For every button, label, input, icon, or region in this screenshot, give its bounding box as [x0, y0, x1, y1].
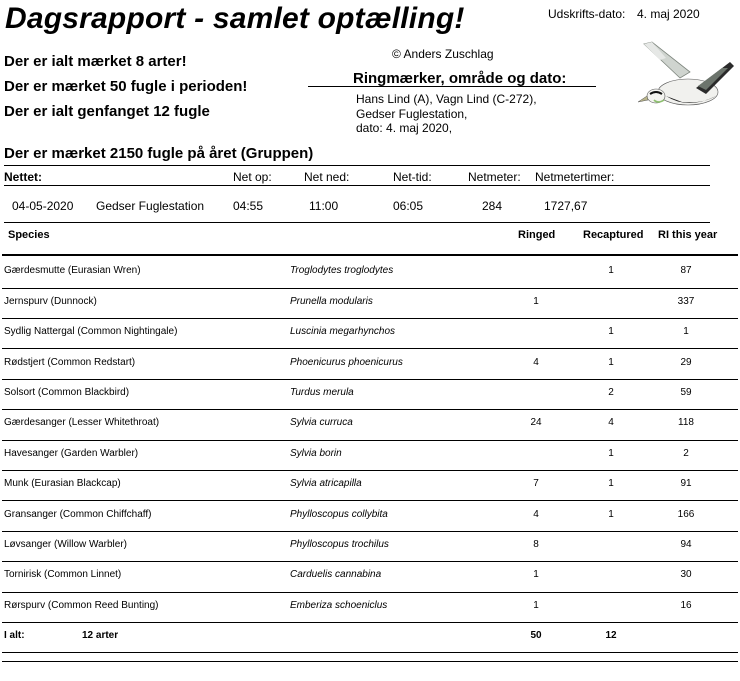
ringer-date: dato: 4. maj 2020,: [356, 121, 453, 135]
row-latin-name: Troglodytes troglodytes: [290, 265, 394, 276]
row-species-name: Rødstjert (Common Redstart): [4, 357, 136, 368]
row-ri-year: 94: [680, 539, 692, 550]
net-meter-hours-label: Netmetertimer:: [535, 170, 615, 184]
row-species-name: Gærdesmutte (Eurasian Wren): [4, 265, 141, 276]
net-date: 04-05-2020: [12, 199, 74, 213]
copyright: © Anders Zuschlag: [392, 47, 494, 61]
row-ringed: 4: [533, 357, 539, 368]
row-ringed: 4: [533, 509, 539, 520]
row-species-name: Havesanger (Garden Warbler): [4, 448, 139, 459]
row-ringed: 1: [533, 600, 539, 611]
net-up-label: Net op:: [233, 170, 272, 184]
print-date-value: 4. maj 2020: [637, 7, 700, 21]
row-divider: [2, 318, 738, 319]
row-ringed: 24: [530, 417, 542, 428]
row-ringed: 1: [533, 569, 539, 580]
totals-divider: [2, 652, 738, 653]
net-meter-hours-value: 1727,67: [544, 199, 588, 213]
row-recaptured: 1: [608, 265, 614, 276]
row-species-name: Solsort (Common Blackbird): [4, 387, 130, 398]
footer-divider: [2, 661, 738, 662]
row-species-name: Munk (Eurasian Blackcap): [4, 478, 121, 489]
summary-recaptured: Der er ialt genfanget 12 fugle: [4, 103, 210, 120]
row-ringed: 1: [533, 296, 539, 307]
row-latin-name: Phoenicurus phoenicurus: [290, 357, 403, 368]
total-recaptured: 12: [605, 630, 617, 641]
col-ri-year: RI this year: [658, 229, 718, 241]
net-down-value: 11:00: [309, 199, 339, 213]
ringer-names: Hans Lind (A), Vagn Lind (C-272),: [356, 92, 537, 106]
divider-top: [4, 165, 710, 166]
row-recaptured: 1: [608, 509, 614, 520]
row-divider: [2, 561, 738, 562]
ringer-heading: Ringmærker, område og dato:: [353, 70, 567, 87]
table-header-divider: [2, 254, 738, 256]
summary-species-count: Der er ialt mærket 8 arter!: [4, 53, 187, 70]
summary-birds-ringed: Der er mærket 50 fugle i perioden!: [4, 78, 248, 95]
row-ri-year: 16: [680, 600, 692, 611]
ringer-place: Gedser Fuglestation,: [356, 107, 468, 121]
row-species-name: Jernspurv (Dunnock): [4, 296, 97, 307]
net-bottom-divider: [4, 222, 710, 223]
net-header-divider: [4, 185, 710, 186]
row-ri-year: 29: [680, 357, 692, 368]
total-species: 12 arter: [82, 630, 119, 641]
row-species-name: Tornirisk (Common Linnet): [4, 569, 122, 580]
col-species: Species: [8, 229, 50, 241]
row-latin-name: Sylvia borin: [290, 448, 342, 459]
report-title: Dagsrapport - samlet optælling!: [5, 2, 465, 35]
row-recaptured: 1: [608, 326, 614, 337]
print-date-label: Udskrifts-dato:: [548, 7, 626, 21]
net-label: Nettet:: [4, 170, 42, 184]
row-recaptured: 1: [608, 448, 614, 459]
row-divider: [2, 348, 738, 349]
net-time-value: 06:05: [393, 199, 424, 213]
net-meter-label: Netmeter:: [468, 170, 521, 184]
row-recaptured: 2: [608, 387, 614, 398]
row-recaptured: 1: [608, 357, 614, 368]
ringer-divider: [308, 86, 596, 87]
row-divider: [2, 470, 738, 471]
net-up-value: 04:55: [233, 199, 264, 213]
total-label: I alt:: [4, 630, 25, 641]
row-species-name: Sydlig Nattergal (Common Nightingale): [4, 326, 178, 337]
net-station: Gedser Fuglestation: [96, 199, 205, 213]
row-latin-name: Luscinia megarhynchos: [290, 326, 396, 337]
row-latin-name: Carduelis cannabina: [290, 569, 382, 580]
col-recaptured: Recaptured: [583, 229, 644, 241]
summary-year-total: Der er mærket 2150 fugle på året (Gruppen): [4, 145, 314, 162]
row-latin-name: Turdus merula: [290, 387, 354, 398]
row-ri-year: 118: [678, 417, 694, 428]
row-divider: [2, 288, 738, 289]
row-ri-year: 59: [680, 387, 692, 398]
net-down-label: Net ned:: [304, 170, 350, 184]
total-ringed: 50: [530, 630, 542, 641]
row-species-name: Rørspurv (Common Reed Bunting): [4, 600, 159, 611]
eider-duck-icon: [636, 38, 736, 112]
row-latin-name: Emberiza schoeniclus: [290, 600, 388, 611]
row-ri-year: 1: [683, 326, 689, 337]
net-meter-value: 284: [482, 199, 503, 213]
row-divider: [2, 622, 738, 623]
row-divider: [2, 531, 738, 532]
row-species-name: Gransanger (Common Chiffchaff): [4, 509, 152, 520]
row-divider: [2, 440, 738, 441]
row-ri-year: 30: [680, 569, 692, 580]
row-latin-name: Prunella modularis: [290, 296, 373, 307]
row-ringed: 8: [533, 539, 539, 550]
row-latin-name: Phylloscopus trochilus: [290, 539, 389, 550]
row-species-name: Gærdesanger (Lesser Whitethroat): [4, 417, 160, 428]
row-ri-year: 337: [677, 296, 695, 307]
row-ri-year: 87: [680, 265, 692, 276]
net-time-label: Net-tid:: [393, 170, 432, 184]
row-latin-name: Sylvia curruca: [290, 417, 353, 428]
row-divider: [2, 379, 738, 380]
row-recaptured: 1: [608, 478, 614, 489]
row-ri-year: 166: [677, 509, 695, 520]
row-ri-year: 2: [683, 448, 689, 459]
row-ringed: 7: [533, 478, 539, 489]
row-divider: [2, 592, 738, 593]
row-recaptured: 4: [608, 417, 614, 428]
col-ringed: Ringed: [518, 229, 556, 241]
row-latin-name: Sylvia atricapilla: [290, 478, 362, 489]
row-species-name: Løvsanger (Willow Warbler): [4, 539, 127, 550]
row-ri-year: 91: [680, 478, 692, 489]
row-latin-name: Phylloscopus collybita: [290, 509, 388, 520]
row-divider: [2, 500, 738, 501]
row-divider: [2, 409, 738, 410]
